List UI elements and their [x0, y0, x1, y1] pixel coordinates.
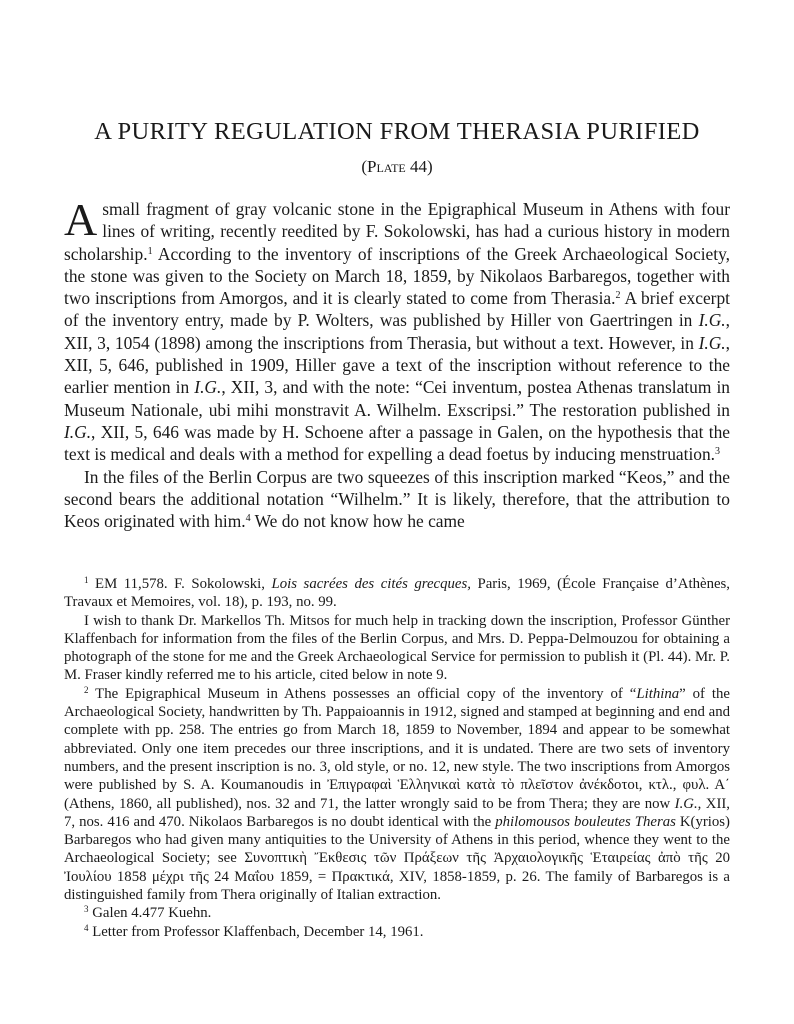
p2-text-1: In the files of the Berlin Corpus are two squeezes of this inscription marked “Keos,” and the second bears the additional notation “Wilhelm.” It is likely, therefore, that the attribution to Keos originated with him. [64, 466, 730, 532]
ig-abbrev: I.G. [698, 332, 726, 353]
footnote-num-2: 2 [84, 684, 89, 695]
footnote-italic: Lois sacrées des cités grecques, [271, 576, 471, 592]
footnote-text: ” of the Archaeological Society, handwritten by Th. Pappaioannis in 1912, signed and stamped at beginning and end and complete with pp. 258. The entries go from March 18, 1859 to November, 1894 and appear to be somewhat abbreviated. Only one item precedes our three inscriptions, and it is undated. There are two sets of inventory numbers, and the present inscription is no. 3, old style, or no. 12, new style. The two inscriptions from Amorgos were published by S. A. Koumanoudis in [64, 685, 730, 794]
drop-cap: A [64, 194, 98, 245]
footnote-4 [64, 923, 730, 941]
footnote-num-1: 1 [84, 575, 89, 585]
footnote-text: Letter from Professor Klaffenbach, December 14, 1961. [88, 923, 424, 940]
plate-number: 44) [405, 157, 433, 176]
ig-abbrev: I.G. [64, 421, 92, 442]
ig-abbrev: I.G. [674, 795, 698, 812]
p1-text-6: , XII, 3, and with the note: “Cei inventum, postea Athenas translatum in Museum Nationale, ubi mihi monstravit A. Wilhelm. Exscripsi.” The restoration published in [64, 377, 731, 420]
footnote-num-3: 3 [84, 904, 89, 915]
footnote-3 [64, 904, 730, 922]
footnote-ref-3[interactable]: 3 [715, 446, 721, 458]
greek-text: Ἐπιγραφαὶ Ἑλληνικαὶ κατὰ τὸ πλεῖστον ἀνέκδοτοι, κτλ., φυλ. Α΄ [327, 777, 730, 794]
footnote-num-4: 4 [84, 922, 89, 933]
footnote-text: The Epigraphical Museum in Athens possesses an official copy of the inventory of “ [88, 685, 637, 702]
footnote-ref-1[interactable]: 1 [147, 245, 153, 257]
article-body [64, 194, 731, 532]
footnote-text: = [312, 868, 332, 885]
footnote-text: EM 11,578. F. Sokolowski, [88, 576, 272, 592]
footnote-1 [64, 575, 730, 612]
footnotes [64, 575, 730, 941]
footnote-1-continued: I wish to thank Dr. Markellos Th. Mitsos for much help in tracking down the inscription, Professor Günther Klaffenbach for information from the files of the Berlin Corpus, and Mrs. D. Peppa-Delmouzou for obtaining a photograph of the stone for me and the Greek Archaeological Service for permission to publish it (Pl. 44). Mr. P. M. Fraser kindly referred me to his article, cited below in note 9. [64, 612, 730, 684]
p1-text-4: , XII, 3, 1054 (1898) among the inscriptions from Therasia, but without a text. However, in [64, 310, 730, 353]
ig-abbrev: I.G. [698, 310, 726, 331]
footnote-italic: philomousos bouleutes Theras [495, 813, 676, 830]
footnote-text: XIV, 1858-1859, p. 26. The family of Barbaregos is a distinguished family from Thera originally of Italian extraction. [64, 868, 730, 904]
footnote-text: , XII, 7, nos. 416 and 470. Nikolaos Barbaregos is no doubt identical with the [64, 795, 731, 830]
footnote-italic: Lithina [636, 685, 680, 702]
footnote-text: Galen 4.477 Kuehn. [88, 905, 212, 922]
paragraph-2 [64, 466, 730, 533]
p1-text-2: According to the inventory of inscriptions of the Greek Archaeological Society, the stone was given to the Society on March 18, 1859, by Nikolaos Barbaregos, together with two inscriptions from Amorgos, and it is clearly stated to come from Therasia. [64, 243, 730, 309]
greek-text: Πρακτικά, [331, 868, 394, 885]
footnote-ref-2[interactable]: 2 [615, 290, 621, 302]
footnote-text: K(yrios) Barbaregos who had given many antiquities to the University of Athens in this period, whence they went to the Archaeological Society; see [64, 813, 730, 867]
paragraph-1 [64, 194, 731, 466]
p1-text-7: , XII, 5, 646 was made by H. Schoene after a passage in Galen, on the hypothesis that the text is medical and deals with a method for expelling a dead foetus by inducing menstruation. [64, 421, 730, 465]
footnote-text: Paris, 1969, (École Française d’Athènes, Travaux et Memoires, vol. 18), p. 193, no. 99. [64, 576, 730, 611]
footnote-text: (Athens, 1860, all published), nos. 32 and 71, the latter wrongly said to be from Thera; they are now [64, 795, 675, 812]
plate-word: Plate [366, 157, 406, 176]
footnote-2 [64, 685, 730, 905]
p2-text-2: We do not know how he came [250, 511, 465, 532]
p1-text-3: A brief excerpt of the inventory entry, made by P. Wolters, was published by Hiller von Gaertringen in [64, 288, 730, 331]
footnote-ref-4[interactable]: 4 [245, 513, 251, 525]
article-title: A PURITY REGULATION FROM THERASIA PURIFIED [94, 118, 700, 145]
plate-reference [64, 156, 730, 178]
ig-abbrev: I.G. [194, 377, 222, 398]
plate-open: ( [361, 157, 367, 176]
greek-text: Συνοπτικὴ Ἔκθεσις τῶν Πράξεων τῆς Ἀρχαιολογικῆς Ἑταιρείας ἀπὸ τῆς 20 Ἰουλίου 1858 μέχρι τῆς 24 Μαΐου 1859, [64, 850, 730, 885]
p1-text-1: small fragment of gray volcanic stone in the Epigraphical Museum in Athens with four lines of writing, recently reedited by F. Sokolowski, has had a curious history in modern scholarship. [64, 199, 730, 264]
p1-text-5: , XII, 5, 646, published in 1909, Hiller gave a text of the inscription without reference to the earlier mention in [64, 332, 730, 398]
